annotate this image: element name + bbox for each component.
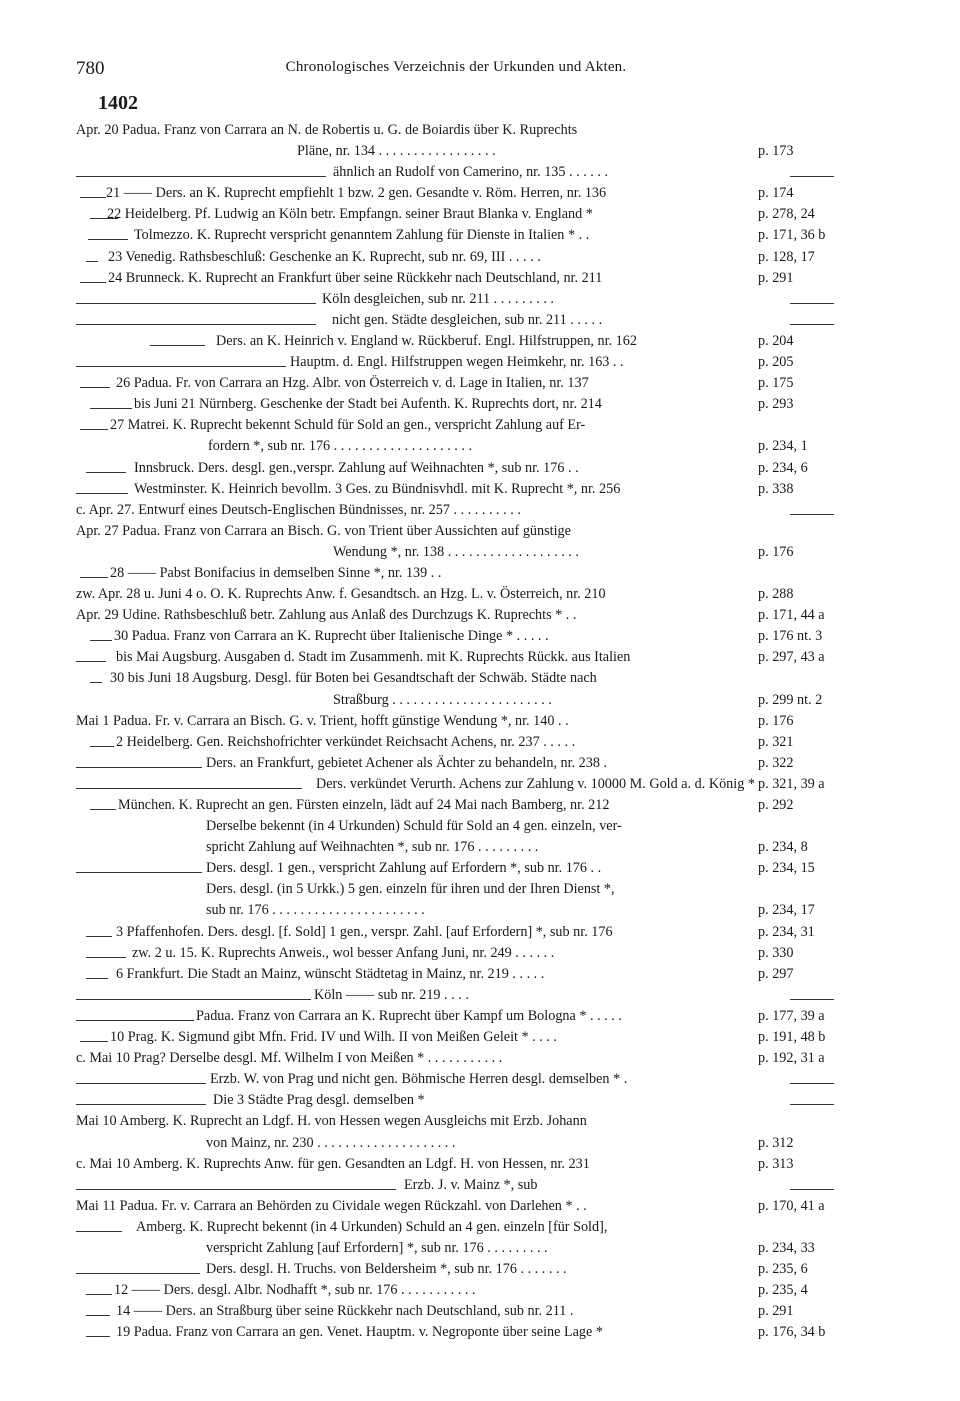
entry-text: 19 Padua. Franz von Carrara an gen. Venet. Hauptm. v. Negroponte über seine Lage * [116, 1324, 603, 1341]
entry-text: Erzb. W. von Prag und nicht gen. Böhmische Herren desgl. demselben * . [210, 1071, 628, 1088]
page-reference: p. 234, 8 [758, 839, 808, 856]
ditto-rule [88, 239, 128, 240]
entry-text: 14 —— Ders. an Straßburg über seine Rückkehr nach Deutschland, sub nr. 211 . [116, 1303, 574, 1320]
entry-text: Ders. an Frankfurt, gebietet Achener als Ächter zu behandeln, nr. 238 . [206, 754, 608, 771]
entry-row [0, 542, 960, 563]
entry-text: 27 Matrei. K. Ruprecht bekennt Schuld für Sold an gen., verspricht Zahlung auf Er- [110, 417, 586, 434]
entry-row [0, 1217, 960, 1238]
reference-ditto-rule [790, 999, 834, 1000]
page-reference: p. 288 [758, 586, 794, 603]
page-reference: p. 191, 48 b [758, 1029, 826, 1046]
ditto-rule [80, 282, 106, 283]
ditto-rule [76, 767, 202, 768]
page-reference: p. 322 [758, 754, 794, 771]
entry-text: Ders. desgl. H. Truchs. von Beldersheim *, sub nr. 176 . . . . . . . [206, 1261, 567, 1278]
entry-text: Die 3 Städte Prag desgl. demselben * [213, 1092, 425, 1109]
entry-text: 3 Pfaffenhofen. Ders. desgl. [f. Sold] 1 gen., verspr. Zahl. [auf Erfordern] *, sub nr. 176 [116, 923, 613, 940]
page-reference: p. 175 [758, 375, 794, 392]
ditto-rule [80, 1041, 108, 1042]
page-reference: p. 293 [758, 396, 794, 413]
ditto-rule [80, 387, 110, 388]
entry-text: Köln desgleichen, sub nr. 211 . . . . . . . . . [322, 290, 554, 307]
page-reference: p. 234, 6 [758, 459, 808, 476]
ditto-rule [76, 1189, 396, 1190]
entry-text: Hauptm. d. Engl. Hilfstruppen wegen Heimkehr, nr. 163 . . [290, 354, 624, 371]
page-reference: p. 204 [758, 332, 794, 349]
page-reference: p. 313 [758, 1155, 794, 1172]
entry-row [0, 436, 960, 457]
entry-row [0, 310, 960, 331]
page-reference: p. 173 [758, 143, 794, 160]
entry-text: Straßburg . . . . . . . . . . . . . . . . . . . . . . . [333, 691, 552, 708]
entry-row [0, 1048, 960, 1069]
reference-ditto-rule [790, 324, 834, 325]
entry-row [0, 774, 960, 795]
ditto-rule [80, 429, 108, 430]
entry-text: Tolmezzo. K. Ruprecht verspricht genanntem Zahlung für Dienste in Italien * . . [134, 227, 590, 244]
entry-row [0, 711, 960, 732]
entry-row [0, 1027, 960, 1048]
entry-row [0, 584, 960, 605]
entry-row [0, 1280, 960, 1301]
entry-text: 30 Padua. Franz von Carrara an K. Ruprecht über Italienische Dinge * . . . . . [114, 628, 549, 645]
entry-row [0, 1322, 960, 1343]
ditto-rule [76, 661, 106, 662]
entry-text: Apr. 27 Padua. Franz von Carrara an Bisch. G. von Trient über Aussichten auf günstige [76, 522, 571, 539]
entry-text: Köln —— sub nr. 219 . . . . [314, 986, 469, 1003]
entry-text: verspricht Zahlung [auf Erfordern] *, sub nr. 176 . . . . . . . . . [206, 1239, 548, 1256]
entry-row [0, 1090, 960, 1111]
entry-row [0, 394, 960, 415]
entry-text: Ders. desgl. 1 gen., verspricht Zahlung auf Erfordern *, sub nr. 176 . . [206, 860, 602, 877]
entry-text: Erzb. J. v. Mainz *, sub [404, 1176, 538, 1193]
entry-row [0, 900, 960, 921]
page-reference: p. 170, 41 a [758, 1197, 825, 1214]
entry-text: Derselbe bekennt (in 4 Urkunden) Schuld für Sold an 4 gen. einzeln, ver- [206, 818, 622, 835]
page-reference: p. 234, 33 [758, 1239, 815, 1256]
entry-row [0, 647, 960, 668]
entry-text: 22 Heidelberg. Pf. Ludwig an Köln betr. Empfangn. seiner Braut Blanka v. England * [107, 206, 593, 223]
entry-row [0, 141, 960, 162]
entry-text: Padua. Franz von Carrara an K. Ruprecht über Kampf um Bologna * . . . . . [196, 1007, 622, 1024]
page-reference: p. 205 [758, 354, 794, 371]
ditto-rule [90, 682, 102, 683]
page-reference: p. 297, 43 a [758, 649, 825, 666]
entry-text: 28 —— Pabst Bonifacius in demselben Sinne *, nr. 139 . . [110, 564, 442, 581]
ditto-rule [76, 303, 316, 304]
ditto-rule [76, 176, 326, 177]
entry-row [0, 1069, 960, 1090]
page-reference: p. 171, 36 b [758, 227, 826, 244]
entry-text: nicht gen. Städte desgleichen, sub nr. 211 . . . . . [332, 311, 603, 328]
ditto-rule [150, 345, 205, 346]
entry-text: fordern *, sub nr. 176 . . . . . . . . . . . . . . . . . . . . [208, 438, 473, 455]
entry-text: zw. Apr. 28 u. Juni 4 o. O. K. Ruprechts Anw. f. Gesandtsch. an Hzg. L. v. Österreich, nr. 210 [76, 586, 606, 603]
entry-row [0, 225, 960, 246]
entry-text: 24 Brunneck. K. Ruprecht an Frankfurt über seine Rückkehr nach Deutschland, nr. 211 [108, 269, 603, 286]
entry-text: Ders. desgl. (in 5 Urkk.) 5 gen. einzeln für ihren und der Ihren Dienst *, [206, 881, 615, 898]
entry-row [0, 1154, 960, 1175]
entry-text: Mai 11 Padua. Fr. v. Carrara an Behörden zu Cividale wegen Rückzahl. von Darlehen * . . [76, 1197, 587, 1214]
entry-row [0, 985, 960, 1006]
entry-row [0, 1175, 960, 1196]
ditto-rule [86, 1336, 110, 1337]
entry-text: c. Mai 10 Amberg. K. Ruprechts Anw. für gen. Gesandten an Ldgf. H. von Hessen, nr. 231 [76, 1155, 590, 1172]
page-header [76, 58, 836, 82]
entry-row [0, 732, 960, 753]
entry-row [0, 162, 960, 183]
entry-text: zw. 2 u. 15. K. Ruprechts Anweis., wol besser Anfang Juni, nr. 249 . . . . . . [132, 944, 555, 961]
ditto-rule [76, 788, 302, 789]
ditto-rule [90, 640, 112, 641]
reference-ditto-rule [790, 176, 834, 177]
entry-row [0, 1196, 960, 1217]
entry-text: c. Mai 10 Prag? Derselbe desgl. Mf. Wilhelm I von Meißen * . . . . . . . . . . . [76, 1050, 503, 1067]
entry-row [0, 415, 960, 436]
page-reference: p. 338 [758, 480, 794, 497]
entry-row [0, 479, 960, 500]
entry-row [0, 816, 960, 837]
ditto-rule [86, 261, 98, 262]
entry-text: sub nr. 176 . . . . . . . . . . . . . . . . . . . . . . [206, 902, 425, 919]
entry-row [0, 500, 960, 521]
entry-text: 6 Frankfurt. Die Stadt an Mainz, wünscht Städtetag in Mainz, nr. 219 . . . . . [116, 965, 545, 982]
page-reference: p. 174 [758, 185, 794, 202]
page-reference: p. 312 [758, 1134, 794, 1151]
entry-row [0, 120, 960, 141]
entry-text: Wendung *, nr. 138 . . . . . . . . . . . . . . . . . . . [333, 543, 579, 560]
entry-text: bis Mai Augsburg. Ausgaben d. Stadt im Zusammenh. mit K. Ruprechts Rückk. aus Italien [116, 649, 631, 666]
entry-text: München. K. Ruprecht an gen. Fürsten einzeln, lädt auf 24 Mai nach Bamberg, nr. 212 [118, 797, 610, 813]
entry-row [0, 183, 960, 204]
page-reference: p. 278, 24 [758, 206, 815, 223]
page-reference: p. 176 [758, 543, 794, 560]
ditto-rule [86, 978, 108, 979]
entry-text: Pläne, nr. 134 . . . . . . . . . . . . . . . . . [297, 143, 496, 160]
entry-text: spricht Zahlung auf Weihnachten *, sub nr. 176 . . . . . . . . . [206, 839, 539, 856]
entry-row [0, 352, 960, 373]
entry-row [0, 521, 960, 542]
entry-row [0, 879, 960, 900]
entry-row [0, 204, 960, 225]
entry-text: Innsbruck. Ders. desgl. gen.,verspr. Zahlung auf Weihnachten *, sub nr. 176 . . [134, 459, 579, 476]
entry-text: 2 Heidelberg. Gen. Reichshofrichter verkündet Reichsacht Achens, nr. 237 . . . . . [116, 733, 576, 750]
entry-row [0, 964, 960, 985]
ditto-rule [76, 872, 202, 873]
ditto-rule [80, 577, 108, 578]
entry-row [0, 668, 960, 689]
ditto-rule [90, 809, 116, 810]
ditto-rule [86, 472, 126, 473]
page-reference: p. 177, 39 a [758, 1007, 825, 1024]
entry-row [0, 373, 960, 394]
entry-row [0, 1133, 960, 1154]
entry-row [0, 690, 960, 711]
entry-row [0, 943, 960, 964]
ditto-rule [86, 936, 112, 937]
page-reference: p. 292 [758, 797, 794, 813]
ditto-rule [86, 1315, 110, 1316]
page-reference: p. 291 [758, 269, 794, 286]
entry-text: bis Juni 21 Nürnberg. Geschenke der Stadt bei Aufenth. K. Ruprechts dort, nr. 214 [134, 396, 602, 413]
entry-text: Apr. 20 Padua. Franz von Carrara an N. de Robertis u. G. de Boiardis über K. Ruprechts [76, 122, 578, 138]
ditto-rule [76, 493, 128, 494]
page-reference: p. 171, 44 a [758, 607, 825, 624]
entry-row [0, 605, 960, 626]
page-reference: p. 297 [758, 965, 794, 982]
entry-text: 23 Venedig. Rathsbeschluß: Geschenke an K. Ruprecht, sub nr. 69, III . . . . . [108, 248, 541, 265]
entry-row [0, 1238, 960, 1259]
entry-row [0, 795, 960, 816]
page-reference: p. 234, 17 [758, 902, 815, 919]
entry-text: 30 bis Juni 18 Augsburg. Desgl. für Boten bei Gesandtschaft der Schwäb. Städte nach [110, 670, 597, 687]
page-reference: p. 176 [758, 712, 794, 729]
reference-ditto-rule [790, 1104, 834, 1105]
page-reference: p. 234, 15 [758, 860, 815, 877]
ditto-rule [76, 999, 311, 1000]
ditto-rule [80, 197, 106, 198]
page-reference: p. 176, 34 b [758, 1324, 826, 1341]
ditto-rule [76, 1083, 206, 1084]
running-title: Chronologisches Verzeichnis der Urkunden und Akten. [285, 59, 627, 75]
entry-row [0, 626, 960, 647]
entry-row [0, 563, 960, 584]
ditto-rule [90, 408, 132, 409]
entry-text: Ders. an K. Heinrich v. England w. Rückberuf. Engl. Hilfstruppen, nr. 162 [216, 332, 637, 349]
entry-row [0, 289, 960, 310]
reference-ditto-rule [790, 1083, 834, 1084]
page-reference: p. 234, 1 [758, 438, 808, 455]
reference-ditto-rule [790, 1189, 834, 1190]
entry-text: 10 Prag. K. Sigmund gibt Mfn. Frid. IV und Wilh. II von Meißen Geleit * . . . . [110, 1029, 557, 1046]
ditto-rule [76, 1231, 122, 1232]
page-reference: p. 299 nt. 2 [758, 691, 823, 708]
entry-text: Mai 10 Amberg. K. Ruprecht an Ldgf. H. von Hessen wegen Ausgleichs mit Erzb. Johann [76, 1113, 587, 1130]
page-reference: p. 330 [758, 944, 794, 961]
reference-ditto-rule [790, 303, 834, 304]
entry-text: von Mainz, nr. 230 . . . . . . . . . . . . . . . . . . . . [206, 1134, 456, 1151]
year-heading: 1402 [98, 92, 138, 114]
entry-text: 12 —— Ders. desgl. Albr. Nodhafft *, sub nr. 176 . . . . . . . . . . . [114, 1282, 476, 1299]
entry-row [0, 458, 960, 479]
entry-text: 21 —— Ders. an K. Ruprecht empfiehlt 1 bzw. 2 gen. Gesandte v. Röm. Herren, nr. 136 [106, 185, 607, 202]
reference-ditto-rule [790, 514, 834, 515]
page-reference: p. 321, 39 a [758, 775, 825, 792]
entry-row [0, 1111, 960, 1132]
page-reference: p. 321 [758, 733, 794, 750]
entry-list [0, 120, 960, 1343]
ditto-rule [86, 1294, 112, 1295]
page-reference: p. 234, 31 [758, 923, 815, 940]
entry-row [0, 331, 960, 352]
entry-text: 26 Padua. Fr. von Carrara an Hzg. Albr. von Österreich v. d. Lage in Italien, nr. 137 [116, 375, 589, 392]
page-reference: p. 128, 17 [758, 248, 815, 265]
ditto-rule [76, 1104, 206, 1105]
entry-row [0, 753, 960, 774]
entry-row [0, 1259, 960, 1280]
entry-row [0, 837, 960, 858]
entry-row [0, 1301, 960, 1322]
ditto-rule [86, 957, 126, 958]
entry-text: Apr. 29 Udine. Rathsbeschluß betr. Zahlung aus Anlaß des Durchzugs K. Ruprechts * . . [76, 607, 577, 624]
entry-text: ähnlich an Rudolf von Camerino, nr. 135 . . . . . . [333, 164, 609, 181]
ditto-rule [76, 324, 316, 325]
ditto-rule [76, 366, 286, 367]
entry-text: Ders. verkündet Verurth. Achens zur Zahlung v. 10000 M. Gold a. d. König * [316, 775, 755, 792]
entry-text: Amberg. K. Ruprecht bekennt (in 4 Urkunden) Schuld an 4 gen. einzeln [für Sold], [136, 1218, 608, 1235]
entry-row [0, 268, 960, 289]
entry-row [0, 858, 960, 879]
page-reference: p. 176 nt. 3 [758, 628, 823, 645]
entry-text: Westminster. K. Heinrich bevollm. 3 Ges. zu Bündnisvhdl. mit K. Ruprecht *, nr. 256 [134, 480, 621, 497]
ditto-rule [76, 1020, 194, 1021]
ditto-rule [76, 1273, 200, 1274]
entry-text: Mai 1 Padua. Fr. v. Carrara an Bisch. G. v. Trient, hofft günstige Wendung *, nr. 140 . . [76, 712, 569, 729]
page-reference: p. 291 [758, 1303, 794, 1320]
ditto-rule [90, 746, 114, 747]
entry-row [0, 247, 960, 268]
page-reference: p. 235, 4 [758, 1282, 808, 1299]
page-reference: p. 235, 6 [758, 1261, 808, 1278]
entry-row [0, 922, 960, 943]
page-number: 780 [76, 58, 105, 79]
page-reference: p. 192, 31 a [758, 1050, 825, 1067]
entry-row [0, 1006, 960, 1027]
entry-text: c. Apr. 27. Entwurf eines Deutsch-Englischen Bündnisses, nr. 257 . . . . . . . . . . [76, 501, 521, 518]
